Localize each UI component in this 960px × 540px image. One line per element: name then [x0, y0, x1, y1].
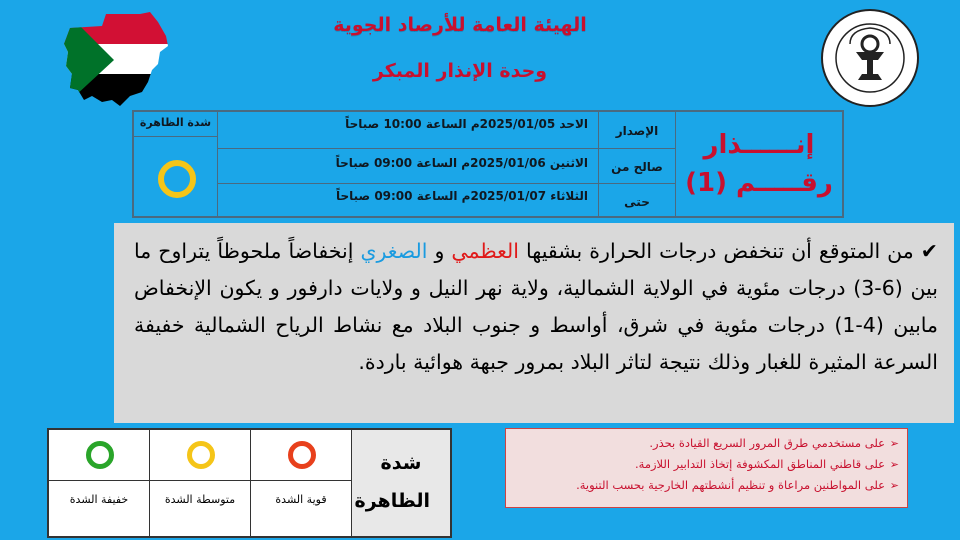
yellow-severity-ring: [158, 160, 196, 198]
yellow-legend-ring: [187, 441, 215, 469]
warning-info-table: [132, 110, 844, 218]
unit-title: وحدة الإنذار المبكر: [372, 60, 548, 82]
light-label: خفيفة الشدة: [69, 493, 129, 506]
issue-label-cell: [598, 111, 676, 149]
advice-item: ➢ على قاطني المناطق المكشوفة إتخاذ التدابير اللازمة.: [506, 454, 899, 475]
valid-from-value-cell: [217, 148, 599, 184]
severity-legend-header: شدة الظاهرة: [354, 452, 430, 512]
severity-legend-table: [47, 428, 452, 538]
issue-label: الإصدار: [615, 124, 659, 138]
strong-label: قوية الشدة: [275, 493, 327, 506]
min-temp-word: الصغري: [360, 239, 428, 263]
severity-header: شدة الظاهرة: [139, 116, 212, 129]
valid-to-value: الثلاثاء 2025/01/07م الساعة 09:00 صباحاً: [335, 189, 588, 203]
light-label-cell: [48, 480, 150, 537]
warning-title-cell: [675, 111, 843, 217]
advice-box: [505, 428, 908, 508]
arrow-bullet-icon: ➢: [889, 437, 899, 450]
valid-from-value: الاثنين 2025/01/06م الساعة 09:00 صباحاً: [335, 156, 588, 170]
warning-word: إنــــــذار: [703, 130, 815, 160]
valid-from-label-cell: [598, 148, 676, 184]
light-ring-cell: [48, 429, 150, 481]
warning-number: رقـــــم (1): [685, 168, 833, 198]
red-severity-ring: [288, 441, 316, 469]
valid-to-value-cell: [217, 183, 599, 217]
severity-legend-header-cell: [351, 429, 451, 537]
issue-value: الاحد 2025/01/05م الساعة 10:00 صباحاً: [345, 117, 588, 131]
green-severity-ring: [86, 441, 114, 469]
valid-to-label-cell: [598, 183, 676, 217]
medium-label: متوسطة الشدة: [164, 493, 236, 506]
sudan-flag-map: [62, 8, 172, 108]
strong-ring-cell: [250, 429, 352, 481]
medium-ring-cell: [149, 429, 251, 481]
org-title: الهيئة العامة للأرصاد الجوية: [333, 14, 587, 36]
valid-from-label: صالح من: [611, 160, 663, 174]
valid-to-label: حتى: [624, 195, 650, 209]
forecast-paragraph: ✔ من المتوقع أن تنخفض درجات الحرارة بشقيها العظمي و الصغري إنخفاضاً ملحوظاً يتراوح ما بين (6-3) درجات مئوية في الولاية الشمالية، ولاية نهر النيل و ولايات دارفور و يكون الإنخفاض مابين (4-1) درجات مئوية في شرق، أواسط و جنوب البلاد مع نشاط الرياح الشمالية خفيفة السرعة المثيرة للغبار وذلك نتيجة لتاثر البلاد بمرور جبهة هوائية باردة.: [134, 239, 938, 374]
authority-seal-logo: [820, 8, 920, 108]
advice-item: ➢ على المواطنين مراعاة و تنظيم أنشطتهم الخارجية بحسب التنوية.: [506, 475, 899, 496]
arrow-bullet-icon: ➢: [889, 458, 899, 471]
severity-indicator-cell: [133, 136, 218, 217]
issue-value-cell: [217, 111, 599, 149]
strong-label-cell: [250, 480, 352, 537]
severity-header-cell: [133, 111, 218, 137]
arrow-bullet-icon: ➢: [889, 479, 899, 492]
medium-label-cell: [149, 480, 251, 537]
forecast-text-box: [114, 223, 954, 423]
max-temp-word: العظمي: [451, 239, 519, 263]
check-icon: ✔: [913, 239, 938, 263]
advice-item: ➢ على مستخدمي طرق المرور السريع القيادة بحذر.: [506, 433, 899, 454]
